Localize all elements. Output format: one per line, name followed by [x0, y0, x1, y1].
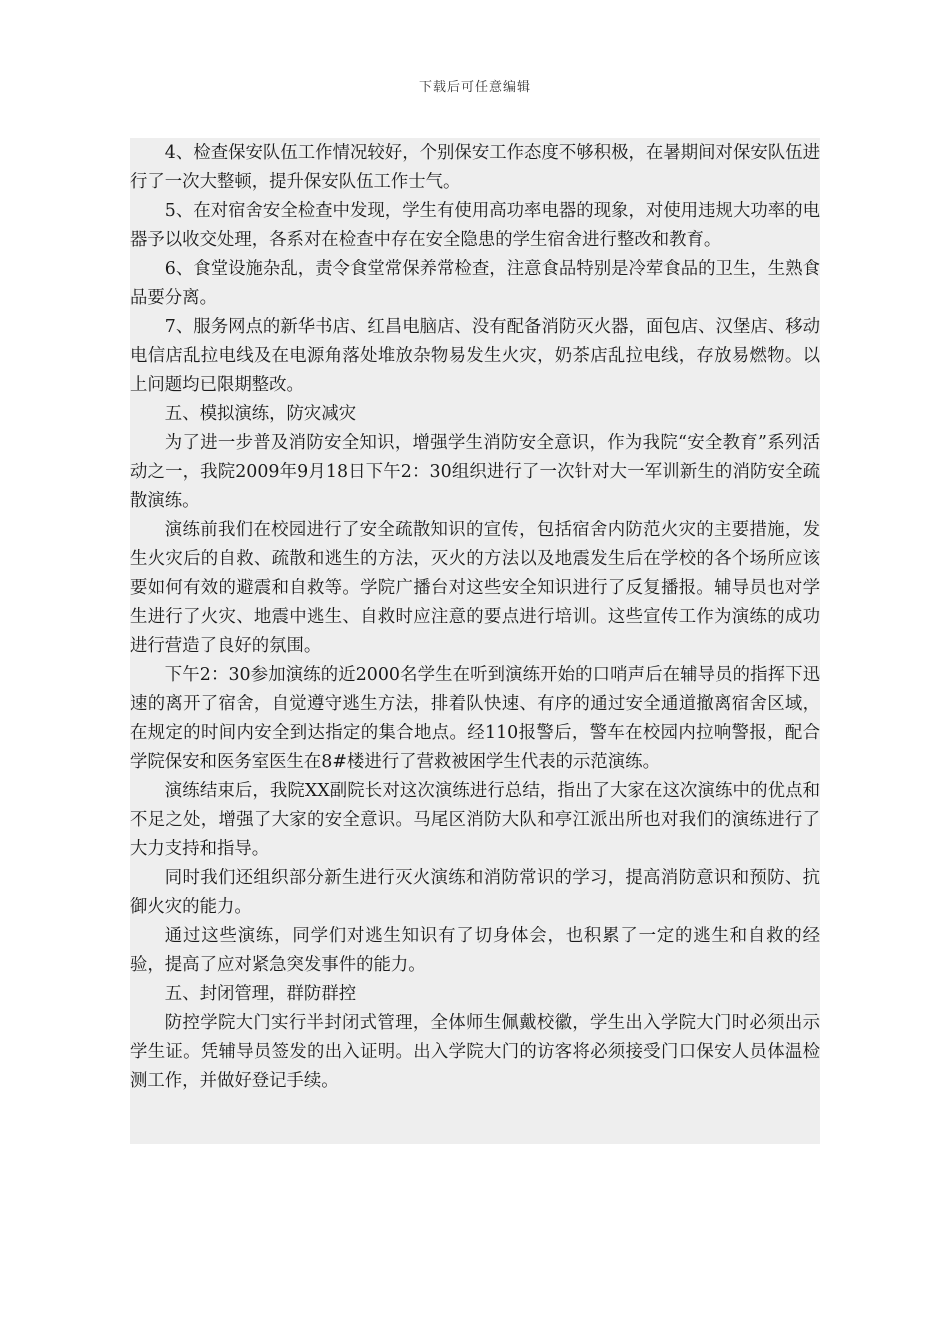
- paragraph-item-7: 7、服务网点的新华书店、红昌电脑店、没有配备消防灭火器，面包店、汉堡店、移动电信店乱拉电线及在电源角落处堆放杂物易发生火灾，奶茶店乱拉电线，存放易燃物。以上问题均已限期整改。: [130, 317, 820, 395]
- document-body: [130, 138, 820, 1144]
- paragraph-drill-result: 通过这些演练，同学们对逃生知识有了切身体会，也积累了一定的逃生和自救的经验，提高了应对紧急突发事件的能力。: [130, 926, 820, 975]
- paragraph-drill-process: 下午2：30参加演练的近2000名学生在听到演练开始的口哨声后在辅导员的指挥下迅速的离开了宿舍，自觉遵守逃生方法，排着队快速、有序的通过安全通道撤离宿舍区域，在规定的时间内安全到达指定的集合地点。经110报警后，警车在校园内拉响警报，配合学院保安和医务室医生在8#楼进行了营救被困学生代表的示范演练。: [130, 665, 820, 772]
- section-heading-closed-management: 五、封闭管理，群防群控: [164, 984, 357, 1004]
- paragraph-gate-control: 防控学院大门实行半封闭式管理，全体师生佩戴校徽，学生出入学院大门时必须出示学生证。凭辅导员签发的出入证明。出入学院大门的访客将必须接受门口保安人员体温检测工作，并做好登记手续。: [130, 1013, 820, 1091]
- paragraph-item-5: 5、在对宿舍安全检查中发现，学生有使用高功率电器的现象，对使用违规大功率的电器予以收交处理，各系对在检查中存在安全隐患的学生宿舍进行整改和教育。: [130, 201, 820, 250]
- paragraph-drill-summary: 演练结束后，我院XX副院长对这次演练进行总结，指出了大家在这次演练中的优点和不足之处，增强了大家的安全意识。马尾区消防大队和亭江派出所也对我们的演练进行了大力支持和指导。: [130, 781, 820, 859]
- paragraph-fire-training: 同时我们还组织部分新生进行灭火演练和消防常识的学习，提高消防意识和预防、抗御火灾的能力。: [130, 868, 820, 917]
- section-heading-drill: 五、模拟演练，防灾减灾: [164, 404, 357, 424]
- paragraph-item-4: 4、检查保安队伍工作情况较好，个别保安工作态度不够积极，在暑期间对保安队伍进行了一次大整顿，提升保安队伍工作士气。: [130, 143, 820, 192]
- page-header: 下载后可任意编辑: [418, 80, 531, 95]
- paragraph-item-6: 6、食堂设施杂乱，责令食堂常保养常检查，注意食品特别是冷荤食品的卫生，生熟食品要分离。: [130, 259, 820, 308]
- paragraph-drill-preparation: 演练前我们在校园进行了安全疏散知识的宣传，包括宿舍内防范火灾的主要措施，发生火灾后的自救、疏散和逃生的方法，灭火的方法以及地震发生后在学校的各个场所应该要如何有效的避震和自救等。学院广播台对这些安全知识进行了反复播报。辅导员也对学生进行了火灾、地震中逃生、自救时应注意的要点进行培训。这些宣传工作为演练的成功进行营造了良好的氛围。: [130, 520, 820, 656]
- paragraph-drill-intro: 为了进一步普及消防安全知识，增强学生消防安全意识，作为我院“安全教育”系列活动之一，我院2009年9月18日下午2：30组织进行了一次针对大一军训新生的消防安全疏散演练。: [130, 433, 820, 511]
